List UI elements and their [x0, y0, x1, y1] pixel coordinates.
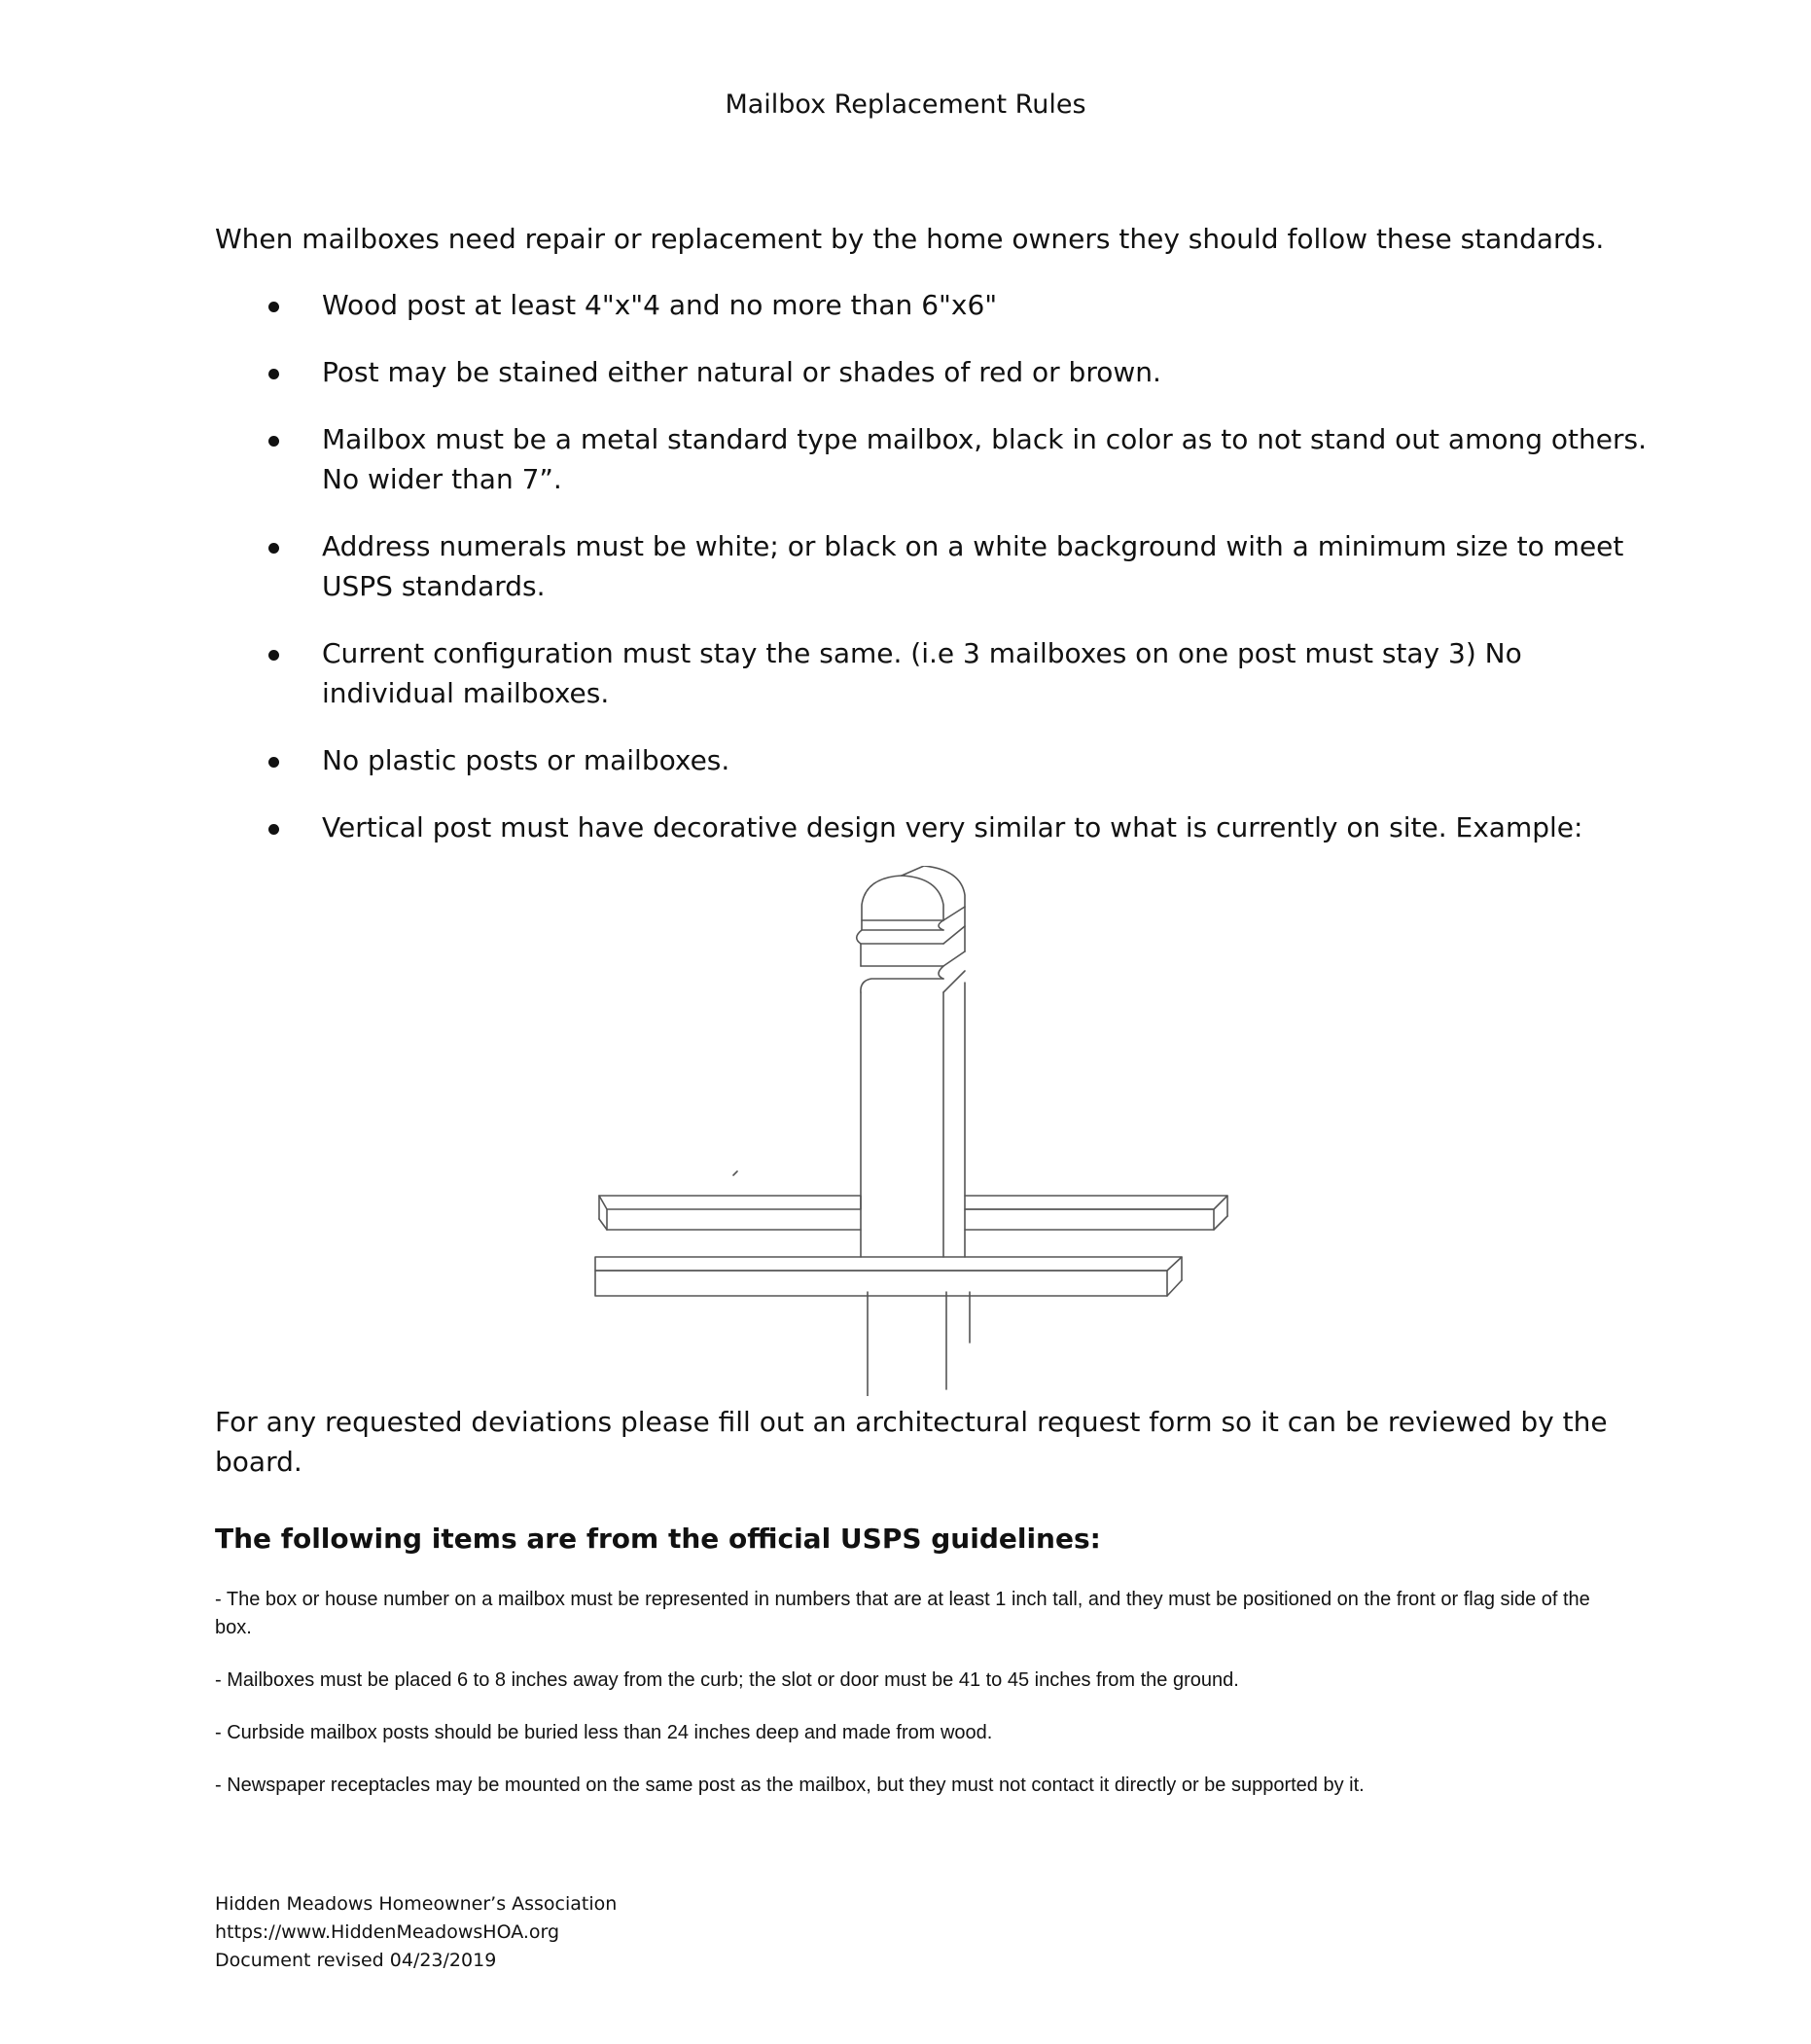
list-item: - Newspaper receptacles may be mounted on the same post as the mailbox, but they must not contact it directly or be supported by it.: [215, 1775, 1365, 1796]
bullet-icon: [268, 302, 279, 312]
list-item: [215, 285, 1654, 325]
rule-text: Address numerals must be white; or black on a white background with a minimum size to meet USPS standards.: [322, 530, 1624, 602]
bullet-icon: [268, 650, 279, 661]
rule-text: No plastic posts or mailboxes.: [322, 744, 730, 776]
usps-heading: The following items are from the official USPS guidelines:: [215, 1523, 1101, 1555]
usps-guidelines-list: [215, 1586, 1606, 1824]
list-item: [215, 526, 1654, 606]
footer: [215, 1890, 1090, 1975]
bullet-icon: [268, 543, 279, 554]
footer-website: https://www.HiddenMeadowsHOA.org: [215, 1921, 560, 1943]
bullet-icon: [268, 824, 279, 835]
list-item: [215, 419, 1654, 499]
rule-text: Current configuration must stay the same. (i.e 3 mailboxes on one post must stay 3) No individual mailboxes.: [322, 637, 1522, 709]
rule-text: Vertical post must have decorative design very similar to what is currently on site. Example:: [322, 811, 1583, 843]
bullet-icon: [268, 369, 279, 379]
rule-text: Wood post at least 4"x"4 and no more than 6"x6": [322, 289, 998, 321]
list-item: [215, 740, 1654, 780]
footer-revised-date: Document revised 04/23/2019: [215, 1950, 497, 1971]
list-item: [215, 633, 1654, 713]
footer-organization: Hidden Meadows Homeowner’s Association: [215, 1893, 618, 1915]
list-item: - Mailboxes must be placed 6 to 8 inches away from the curb; the slot or door must be 41 to 45 inches from the ground.: [215, 1669, 1239, 1691]
list-item: - The box or house number on a mailbox must be represented in numbers that are at least 1 inch tall, and they must be positioned on the front or flag side of the box.: [215, 1589, 1590, 1638]
rule-text: Mailbox must be a metal standard type mailbox, black in color as to not stand out among others. No wider than 7”.: [322, 423, 1647, 495]
list-item: - Curbside mailbox posts should be buried less than 24 inches deep and made from wood.: [215, 1722, 993, 1743]
mailbox-post-sketch: [584, 866, 1245, 1396]
list-item: [215, 807, 1654, 847]
rules-list: [215, 285, 1654, 875]
intro-paragraph: When mailboxes need repair or replacement by the home owners they should follow these standards.: [215, 223, 1605, 255]
rule-text: Post may be stained either natural or shades of red or brown.: [322, 356, 1161, 388]
deviation-paragraph: For any requested deviations please fill out an architectural request form so it can be reviewed by the board.: [215, 1406, 1608, 1478]
bullet-icon: [268, 436, 279, 447]
page-title: Mailbox Replacement Rules: [725, 90, 1086, 120]
bullet-icon: [268, 757, 279, 768]
list-item: [215, 352, 1654, 392]
